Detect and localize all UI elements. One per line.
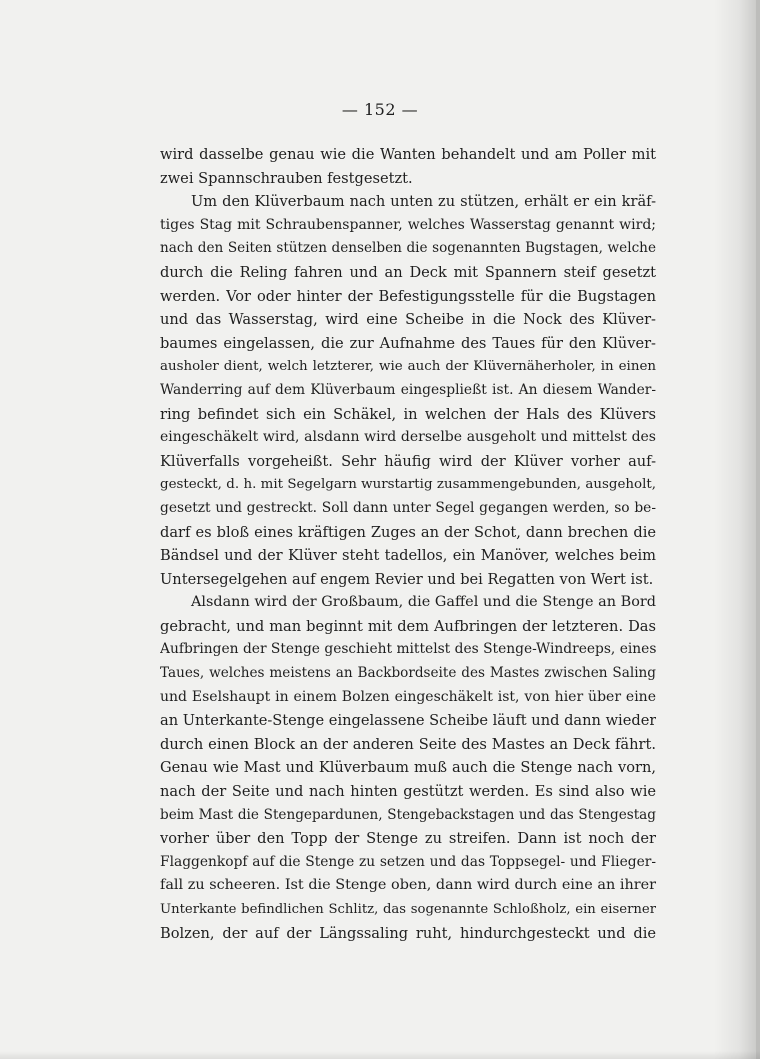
text-line: vorher über den Topp der Stenge zu streifen. Dann ist noch der [160,830,656,848]
text-line: Bolzen, der auf der Längssaling ruht, hindurchgesteckt und die [160,924,656,942]
text-line: darf es bloß eines kräftigen Zuges an der Schot, dann brechen die [160,523,656,541]
text-line: nach den Seiten stützen denselben die sogenannten Bugstagen, welche [160,240,656,257]
text-line: nach der Seite und nach hinten gestützt werden. Es sind also wie [160,783,656,801]
text-line: Flaggenkopf auf die Stenge zu setzen und das Toppsegel- und Flieger- [160,853,656,870]
text-line: fall zu scheeren. Ist die Stenge oben, dann wird durch eine an ihrer [160,877,656,894]
text-line: ring befindet sich ein Schäkel, in welchen der Hals des Klüvers [160,405,656,423]
text-line: beim Mast die Stengepardunen, Stengebackstagen und das Stengestag [160,806,656,823]
text-line: durch einen Block an der anderen Seite des Mastes an Deck fährt. [160,735,656,753]
page-edge [756,0,760,1059]
page-gutter-shadow [714,0,760,1059]
text-line: Bändsel und der Klüver steht tadellos, ein Manöver, welches beim [160,547,656,565]
text-line: gesteckt, d. h. mit Segelgarn wurstartig zusammengebunden, ausgeholt, [160,477,656,493]
text-line: Genau wie Mast und Klüverbaum muß auch die Stenge nach vorn, [160,759,656,777]
text-line: durch die Reling fahren und an Deck mit Spannern steif gesetzt [160,263,656,281]
text-line: eingeschäkelt wird, alsdann wird derselbe ausgeholt und mittelst des [160,429,656,446]
text-line: Klüverfalls vorgeheißt. Sehr häufig wird der Klüver vorher auf- [160,452,656,470]
text-line: baumes eingelassen, die zur Aufnahme des Taues für den Klüver- [160,334,656,352]
text-line: Um den Klüverbaum nach unten zu stützen, erhält er ein kräf- [191,193,656,211]
page-number: — 152 — [341,100,419,119]
text-line: an Unterkante-Stenge eingelassene Scheibe läuft und dann wieder [160,712,656,730]
text-line: und das Wasserstag, wird eine Scheibe in die Nock des Klüver- [160,311,656,329]
text-line: werden. Vor oder hinter der Befestigungsstelle für die Bugstagen [160,287,656,305]
text-line: Wanderring auf dem Klüverbaum eingespließt ist. An diesem Wander- [160,381,656,398]
page-bottom-edge [0,1051,760,1059]
text-line: Unterkante befindlichen Schlitz, das sogenannte Schloßholz, ein eiserner [160,902,656,917]
text-line: Untersegelgehen auf engem Revier und bei Regatten von Wert ist. [160,570,654,588]
text-line: und Eselshaupt in einem Bolzen eingeschäkelt ist, von hier über eine [160,688,656,705]
text-line: gesetzt und gestreckt. Soll dann unter Segel gegangen werden, so be- [160,499,656,516]
text-line: Aufbringen der Stenge geschieht mittelst des Stenge-Windreeps, eines [160,641,656,658]
text-line: tiges Stag mit Schraubenspanner, welches Wasserstag genannt wird; [160,216,656,233]
body-text [160,143,656,945]
text-line: ausholer dient, welch letzterer, wie auch der Klüvernäherholer, in einen [160,359,656,375]
text-line: Alsdann wird der Großbaum, die Gaffel und die Stenge an Bord [191,594,656,611]
text-line: Taues, welches meistens an Backbordseite des Mastes zwischen Saling [160,665,656,682]
text-line: wird dasselbe genau wie die Wanten behandelt und am Poller mit [160,146,656,163]
text-line: zwei Spannschrauben festgesetzt. [160,169,413,187]
text-line: gebracht, und man beginnt mit dem Aufbringen der letzteren. Das [160,617,656,635]
